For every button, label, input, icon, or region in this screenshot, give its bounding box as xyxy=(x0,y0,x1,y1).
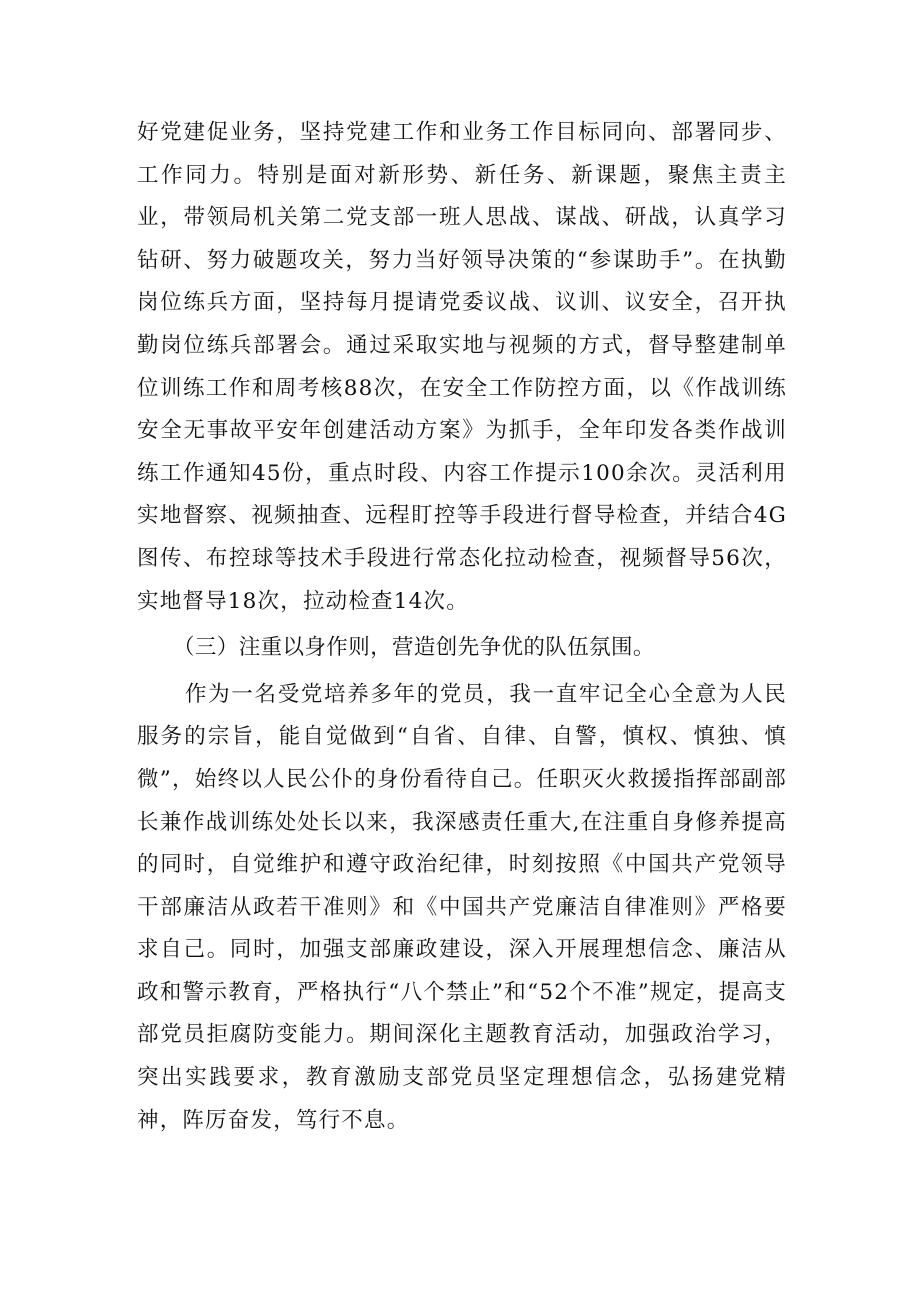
document-body xyxy=(137,112,787,1142)
section-heading-3: （三）注重以身作则，营造创先争优的队伍氛围。 xyxy=(173,635,655,661)
paragraph-party-building-continuation: 好党建促业务，坚持党建工作和业务工作目标同向、部署同步、工作同力。特别是面对新形势、新任务、新课题，聚焦主责主业，带领局机关第二党支部一班人思战、谋战、研战，认真学习钻研、努力破题攻关，努力当好领导决策的“参谋助手”。在执勤岗位练兵方面，坚持每月提请党委议战、议训、议安全，召开执勤岗位练兵部署会。通过采取实地与视频的方式，督导整建制单位训练工作和周考核88次，在安全工作防控方面，以《作战训练安全无事故平安年创建活动方案》为抓手，全年印发各类作战训练工作通知45份，重点时段、内容工作提示100余次。灵活利用实地督察、视频抽查、远程盯控等手段进行督导检查，并结合4G图传、布控球等技术手段进行常态化拉动检查，视频督导56次，实地督导18次，拉动检查14次。 xyxy=(137,120,787,614)
paragraph-lead-by-example: 作为一名受党培养多年的党员，我一直牢记全心全意为人民服务的宗旨，能自觉做到“自省、自律、自警，慎权、慎独、慎微”，始终以人民公仆的身份看待自己。任职灭火救援指挥部副部长兼作战训练处处长以来，我深感责任重大,在注重自身修养提高的同时，自觉维护和遵守政治纪律，时刻按照《中国共产党领导干部廉洁从政若干准则》和《中国共产党廉洁自律准则》严格要求自己。同时，加强支部廉政建设，深入开展理想信念、廉洁从政和警示教育，严格执行“八个禁止”和“52个不准”规定，提高支部党员拒腐防变能力。期间深化主题教育活动，加强政治学习，突出实践要求，教育激励支部党员坚定理想信念，弘扬建党精神，阵厉奋发，笃行不息。 xyxy=(137,681,787,1133)
